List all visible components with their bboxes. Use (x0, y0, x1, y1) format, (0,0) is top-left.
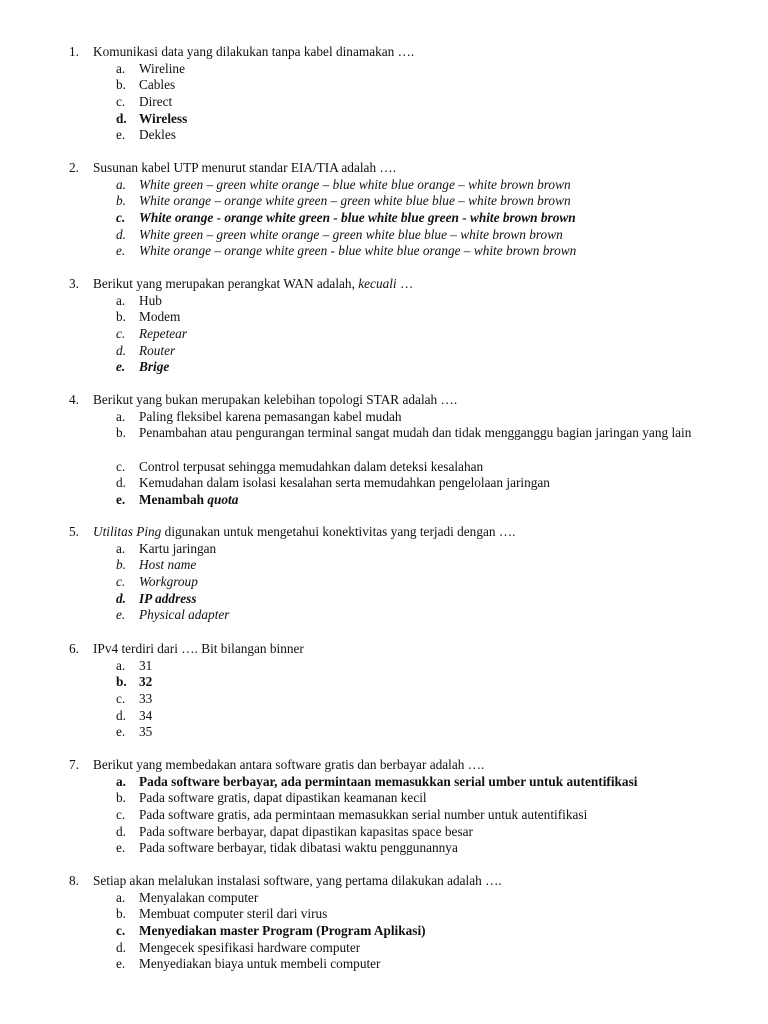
option-letter: e. (116, 359, 126, 375)
option-5 (0, 607, 768, 624)
option-text (139, 227, 563, 244)
option-text (139, 111, 187, 128)
option-letter: d. (116, 475, 126, 491)
option-1 (0, 409, 768, 426)
question-text-main: Setiap akan melalukan instalasi software, yang pertama dilakukan adalah …. (93, 873, 502, 888)
option-5 (0, 127, 768, 144)
option-text (139, 243, 576, 260)
question-text (93, 392, 457, 409)
option-letter: a. (116, 889, 126, 905)
option-3 (0, 459, 768, 476)
option-text (139, 774, 637, 791)
option-text (139, 940, 360, 957)
option-letter: d. (116, 342, 126, 358)
option-text (139, 824, 473, 841)
option-5 (0, 724, 768, 741)
option-text-main: Hub (139, 292, 162, 308)
option-text (139, 658, 152, 675)
option-text-main: Menyalakan computer (139, 889, 259, 905)
option-text (139, 790, 427, 807)
option-text-main: 34 (139, 707, 153, 723)
option-text-main: Kartu jaringan (139, 540, 217, 556)
option-4 (0, 111, 768, 128)
option-text (139, 607, 229, 624)
option-letter: d. (116, 823, 126, 839)
question-line (0, 44, 768, 61)
question-number: 1. (69, 44, 79, 59)
option-text (139, 293, 162, 310)
option-2 (0, 77, 768, 94)
question-text-main: digunakan untuk mengetahui konektivitas yang terjadi dengan …. (164, 524, 516, 539)
option-letter: c. (116, 574, 126, 590)
option-text-italic-tail: quota (207, 492, 239, 508)
option-text (139, 459, 483, 476)
question-number: 5. (69, 524, 79, 539)
question-text (93, 160, 396, 177)
option-text-main: 32 (139, 674, 153, 690)
option-text (139, 210, 576, 227)
option-letter: b. (116, 674, 127, 690)
option-letter: b. (116, 906, 126, 922)
option-2 (0, 790, 768, 807)
question-text (93, 524, 515, 541)
option-text (139, 724, 152, 741)
question-text-italic-prefix: Utilitas Ping (93, 524, 162, 539)
option-text-main: 33 (139, 691, 153, 707)
question-5 (0, 524, 768, 624)
option-text-main: Menyediakan biaya untuk membeli computer (139, 956, 381, 972)
option-text (139, 906, 327, 923)
option-text-main: Menambah (139, 492, 205, 508)
question-text-italic-tail: kecuali (358, 276, 397, 291)
option-letter: a. (116, 176, 126, 192)
option-2 (0, 425, 768, 458)
question-text-main: Berikut yang membedakan antara software gratis dan berbayar adalah …. (93, 757, 485, 772)
option-letter: b. (116, 557, 126, 573)
option-text (139, 309, 180, 326)
option-text (139, 61, 185, 78)
option-3 (0, 574, 768, 591)
option-text (139, 674, 152, 691)
question-text-main: Komunikasi data yang dilakukan tanpa kabel dinamakan …. (93, 44, 415, 59)
option-letter: b. (116, 193, 126, 209)
question-line (0, 276, 768, 293)
question-number: 8. (69, 873, 79, 888)
option-1 (0, 890, 768, 907)
option-letter: b. (116, 309, 126, 325)
question-line (0, 524, 768, 541)
option-letter: e. (116, 956, 126, 972)
option-text (139, 807, 587, 824)
option-4 (0, 343, 768, 360)
question-number: 7. (69, 757, 79, 772)
option-text-main: Menyediakan master Program (Program Aplikasi) (139, 923, 426, 939)
option-text (139, 475, 550, 492)
question-text (93, 44, 414, 61)
option-3 (0, 691, 768, 708)
option-text-main: Control terpusat sehingga memudahkan dalam deteksi kesalahan (139, 458, 484, 474)
option-1 (0, 658, 768, 675)
question-text-tail: … (399, 276, 414, 291)
option-text (139, 77, 175, 94)
option-letter: d. (116, 590, 126, 606)
question-text (93, 641, 304, 658)
option-text (139, 127, 176, 144)
option-4 (0, 475, 768, 492)
option-letter: d. (116, 226, 126, 242)
option-4 (0, 824, 768, 841)
question-text-main: Susunan kabel UTP menurut standar EIA/TIA adalah …. (93, 160, 397, 175)
option-3 (0, 210, 768, 227)
option-text-main: Wireline (139, 60, 185, 76)
option-letter: b. (116, 77, 126, 93)
option-text-main: Penambahan atau pengurangan terminal sangat mudah dan tidak mengganggu bagian jaringan yang lain (139, 425, 692, 441)
option-5 (0, 359, 768, 376)
option-text (139, 425, 714, 442)
option-text (139, 409, 402, 426)
option-1 (0, 541, 768, 558)
option-text-main: Modem (139, 309, 181, 325)
option-4 (0, 227, 768, 244)
option-1 (0, 177, 768, 194)
option-text-main: Pada software berbayar, tidak dibatasi waktu penggunannya (139, 840, 458, 856)
option-letter: d. (116, 110, 127, 126)
option-3 (0, 326, 768, 343)
option-2 (0, 309, 768, 326)
option-text (139, 923, 426, 940)
option-text-main: White green – green white orange – green white blue blue – white brown brown (139, 226, 563, 242)
option-4 (0, 940, 768, 957)
question-3 (0, 276, 768, 376)
option-text-main: Cables (139, 77, 176, 93)
option-3 (0, 807, 768, 824)
question-text (93, 873, 502, 890)
option-5 (0, 840, 768, 857)
question-2 (0, 160, 768, 260)
option-text (139, 691, 152, 708)
option-5 (0, 243, 768, 260)
option-3 (0, 923, 768, 940)
option-text (139, 541, 216, 558)
option-text-main: White orange – orange white green – green white blue blue – white brown brown (139, 193, 571, 209)
option-5 (0, 956, 768, 973)
option-letter: a. (116, 773, 126, 789)
option-2 (0, 674, 768, 691)
option-letter: c. (116, 210, 126, 226)
option-text-main: White orange – orange white green - blue white blue orange – white brown brown (139, 243, 577, 259)
option-text-main: Pada software berbayar, dapat dipastikan kapasitas space besar (139, 823, 473, 839)
question-line (0, 641, 768, 658)
question-number: 3. (69, 276, 79, 291)
option-letter: a. (116, 408, 126, 424)
option-letter: e. (116, 840, 126, 856)
option-text (139, 956, 381, 973)
option-letter: c. (116, 458, 126, 474)
question-text-main: IPv4 terdiri dari …. Bit bilangan binner (93, 641, 304, 656)
option-2 (0, 557, 768, 574)
option-letter: a. (116, 292, 126, 308)
option-3 (0, 94, 768, 111)
option-text-main: 35 (139, 724, 153, 740)
option-text-main: Physical adapter (139, 607, 230, 623)
option-text (139, 890, 258, 907)
option-text-main: 31 (139, 657, 153, 673)
option-1 (0, 774, 768, 791)
option-letter: e. (116, 607, 126, 623)
option-text (139, 574, 198, 591)
option-1 (0, 293, 768, 310)
option-letter: d. (116, 939, 126, 955)
option-text-main: Direct (139, 94, 173, 110)
question-text (93, 276, 413, 293)
option-letter: e. (116, 492, 126, 508)
option-text-main: Brige (139, 359, 170, 375)
option-text-main: Pada software gratis, ada permintaan memasukkan serial number untuk autentifikasi (139, 807, 588, 823)
option-2 (0, 906, 768, 923)
option-text-main: Pada software berbayar, ada permintaan memasukkan serial umber untuk autentifikasi (139, 773, 638, 789)
option-text (139, 708, 152, 725)
question-line (0, 160, 768, 177)
question-number: 2. (69, 160, 79, 175)
option-letter: e. (116, 724, 126, 740)
option-4 (0, 591, 768, 608)
question-6 (0, 641, 768, 741)
option-letter: c. (116, 94, 126, 110)
option-text (139, 359, 169, 376)
option-text-main: Kemudahan dalam isolasi kesalahan serta memudahkan pengelolaan jaringan (139, 475, 550, 491)
option-text (139, 326, 187, 343)
option-letter: c. (116, 923, 126, 939)
option-letter: d. (116, 707, 126, 723)
question-1 (0, 44, 768, 144)
option-5 (0, 492, 768, 509)
option-letter: e. (116, 127, 126, 143)
option-text (139, 557, 196, 574)
question-4 (0, 392, 768, 509)
option-text (139, 343, 175, 360)
option-letter: b. (116, 425, 126, 441)
option-letter: a. (116, 657, 126, 673)
option-text-main: Mengecek spesifikasi hardware computer (139, 939, 361, 955)
question-text-main: Berikut yang bukan merupakan kelebihan topologi STAR adalah …. (93, 392, 458, 407)
option-text-main: Repetear (139, 326, 187, 342)
option-text-main: Wireless (139, 110, 188, 126)
question-number: 4. (69, 392, 79, 407)
option-text-main: Workgroup (139, 574, 198, 590)
option-text (139, 193, 571, 210)
option-letter: b. (116, 790, 126, 806)
option-text (139, 177, 571, 194)
question-text-main: Berikut yang merupakan perangkat WAN adalah, (93, 276, 355, 291)
option-text-main: Paling fleksibel karena pemasangan kabel mudah (139, 408, 402, 424)
option-text-main: Membuat computer steril dari virus (139, 906, 328, 922)
question-8 (0, 873, 768, 973)
option-letter: c. (116, 691, 126, 707)
option-text-main: Dekles (139, 127, 176, 143)
question-7 (0, 757, 768, 857)
question-text (93, 757, 484, 774)
option-text (139, 840, 458, 857)
option-text-main: Host name (139, 557, 197, 573)
option-text-main: White green – green white orange – blue white blue orange – white brown brown (139, 176, 571, 192)
option-4 (0, 708, 768, 725)
option-text-main: Router (139, 342, 176, 358)
question-line (0, 873, 768, 890)
option-letter: c. (116, 807, 126, 823)
option-letter: e. (116, 243, 126, 259)
question-line (0, 392, 768, 409)
option-2 (0, 193, 768, 210)
question-number: 6. (69, 641, 79, 656)
option-text (139, 591, 197, 608)
question-line (0, 757, 768, 774)
option-text-main: IP address (139, 590, 197, 606)
option-text (139, 492, 238, 509)
option-text-main: Pada software gratis, dapat dipastikan keamanan kecil (139, 790, 427, 806)
option-letter: c. (116, 326, 126, 342)
option-text-main: White orange - orange white green - blue white blue green - white brown brown (139, 210, 576, 226)
option-1 (0, 61, 768, 78)
option-letter: a. (116, 540, 126, 556)
option-letter: a. (116, 60, 126, 76)
option-text (139, 94, 172, 111)
